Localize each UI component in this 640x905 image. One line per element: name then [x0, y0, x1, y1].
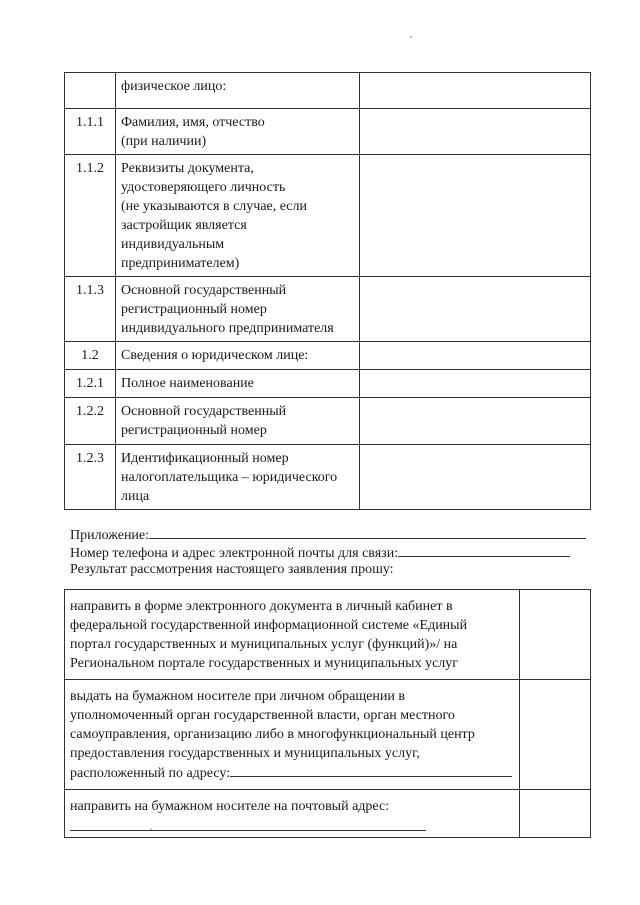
- table-row: [65, 342, 591, 370]
- option-in-person: выдать на бумажном носителе при личном обращении в уполномоченный орган государственной власти, орган местного самоуправления, организацию либо в многофункциональный центр предоставления государственных и муниципальных услуг, расположенный по адресу:: [65, 680, 520, 790]
- table-row: [65, 590, 591, 680]
- value-cell[interactable]: [360, 398, 591, 445]
- row-description: Основной государственный регистрационный номер: [116, 398, 360, 445]
- row-description: Основной государственный регистрационный номер индивидуального предпринимателя: [116, 277, 360, 342]
- option-postal: направить на бумажном носителе на почтовый адрес:: [65, 790, 520, 838]
- value-cell[interactable]: [360, 370, 591, 398]
- option-electronic: направить в форме электронного документа в личный кабинет в федеральной государственной информационной системе «Единый портал государственных и муниципальных услуг (функций)»/ на Региональном портале государственных и муниципальных услуг: [65, 590, 520, 680]
- value-cell[interactable]: [360, 342, 591, 370]
- postal-address-field[interactable]: [70, 818, 426, 831]
- contact-label: Номер телефона и адрес электронной почты для связи:: [70, 546, 399, 561]
- row-number: [65, 73, 116, 109]
- table-row: [65, 680, 591, 790]
- option-postal-checkbox[interactable]: [520, 790, 591, 838]
- option-electronic-checkbox[interactable]: [520, 590, 591, 680]
- value-cell[interactable]: [360, 73, 591, 109]
- row-description: Фамилия, имя, отчество (при наличии): [116, 109, 360, 155]
- office-address-field[interactable]: [230, 763, 512, 777]
- option-in-person-checkbox[interactable]: [520, 680, 591, 790]
- attachment-label: Приложение:: [70, 528, 150, 543]
- row-number: 1.2.3: [65, 445, 116, 510]
- result-line: [70, 560, 394, 579]
- row-number: 1.2.1: [65, 370, 116, 398]
- value-cell[interactable]: [360, 155, 591, 277]
- scan-speck: [410, 36, 412, 38]
- row-number: 1.2.2: [65, 398, 116, 445]
- row-description: Сведения о юридическом лице:: [116, 342, 360, 370]
- value-cell[interactable]: [360, 445, 591, 510]
- table-row: [65, 277, 591, 342]
- row-number: 1.1.3: [65, 277, 116, 342]
- value-cell[interactable]: [360, 277, 591, 342]
- result-label: Результат рассмотрения настоящего заявления прошу:: [70, 562, 394, 577]
- table-row: [65, 445, 591, 510]
- row-description: Полное наименование: [116, 370, 360, 398]
- row-number: 1.1.1: [65, 109, 116, 155]
- row-description: Реквизиты документа, удостоверяющего личность (не указываются в случае, если застройщик является индивидуальным предпринимателем): [116, 155, 360, 277]
- table-row: [65, 155, 591, 277]
- result-options-table: [64, 589, 591, 838]
- applicant-info-table: [64, 72, 591, 510]
- table-row: [65, 73, 591, 109]
- value-cell[interactable]: [360, 109, 591, 155]
- contact-field[interactable]: [398, 542, 570, 557]
- row-description: физическое лицо:: [116, 73, 360, 109]
- attachment-field[interactable]: [149, 524, 586, 539]
- row-number: 1.1.2: [65, 155, 116, 277]
- row-description: Идентификационный номер налогоплательщика – юридического лица: [116, 445, 360, 510]
- table-row: [65, 790, 591, 838]
- table-row: [65, 370, 591, 398]
- table-row: [65, 109, 591, 155]
- table-row: [65, 398, 591, 445]
- row-number: 1.2: [65, 342, 116, 370]
